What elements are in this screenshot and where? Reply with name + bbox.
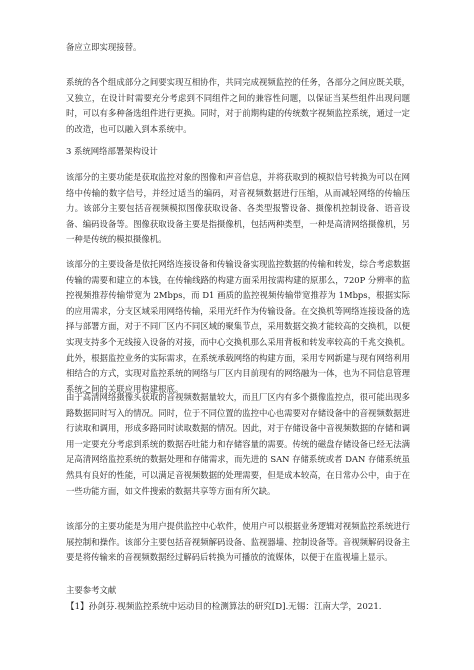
paragraph-acquisition: 该部分的主要功能是获取监控对象的图像和声音信息，并将获取到的模拟信号转换为可以在网络中传输的数字信号，并经过适当的编码，对音视频数据进行压缩，从而减轻网络的传输压力。该部分主要包括音视频模拟图像获取设备、各类型报警设备、摄像机控制设备、语音设备、编码设备等。图像获取设备主要是指摄像机，包括两种类型，一种是高清网络摄像机，另一种是传统的模拟摄像机。 [66,172,410,245]
paragraph-monitor-center: 该部分的主要功能是为用户提供监控中心软件，使用户可以根据业务逻辑对视频监控系统进行展控制和操作。该部分主要包括音视频解码设备、监视器墙、控制设备等。音视频解码设备主要是将传输来的音视频数据经过解码后转换为可播放的流媒体，以便于在监视墙上显示。 [66,521,410,563]
references-heading: 主要参考文献 [66,585,117,595]
section-title: 3 系统网络部署架构设计 [66,146,158,156]
paragraph-storage: 由于高清网络摄像头获取的音视频数据量较大，而且厂区内有多个摄像监控点，很可能出现多路数据同时写入的情况。同时，位于不同位置的监控中心也需要对存储设备中的音视频数据进行读取和调用，形成多路同时读取数据的情况。因此，对于存储设备中音视频数据的存储和调用一定要充分考虑到系统的数据吞吐能力和存储容量的需要。传统的磁盘存储设备已经无法满足高清网络监控系统的数据处理和存储需求，而先进的 SAN 存储系统或者 DAN 存储系统虽然具有良好的性能，可以满足音视频数据的处理需要，但是成本较高，在日常办公中，由于在一些功能方面，如文件搜索的数据共享等方面有所欠缺。 [66,392,410,496]
paragraph-system-design: 系统的各个组成部分之间要实现互相协作，共同完成视频监控的任务，各部分之间应既关联，又独立，在设计时需要充分考虑到不同组件之间的兼容性问题，以保证当某些组件出现问题时，可以有多种备选组件进行更换。同时，对于前期构建的传统数字视频监控系统，通过一定的改造，也可以融入到本系统中。 [66,77,410,134]
paragraph-network: 该部分的主要设备是依托网络连接设备和传输设备实现监控数据的传输和转发，综合考虑数据传输的需要和建立的本钱，在传输线路的构建方面采用按需构建的原那么，720P 分辨率的监控视频推荐传输带宽为 2Mbps，而 D1 画质的监控视频传输带宽推荐为 1Mbps，根据实际的应用需求，分支区域采用网络传输，采用光纤作为传输设备。在交换机等网络连接设备的选择与部署方面，对于不同厂区内不同区域的聚集节点，采用数据交换才能较高的交换机，以便实现支持多个无线接入设备的对接，而中心交换机那么采用背板和转发率较高的千兆交换机。此外，根据监控业务的实际需求，在系统承载网络的构建方面，采用专网新建与现有网络利用相结合的方式，实现对监控系统的网络与厂区内目前现有的网络融为一体，也为不同信息管理系统之间的关联应用构建根底。 [66,259,410,394]
reference-item: 【1】孙剑芬.视频监控系统中运动目的检测算法的研究[D].无锡：江南大学，2021. [66,602,382,612]
paragraph-carryover: 备应立即实现接替。 [66,42,142,52]
